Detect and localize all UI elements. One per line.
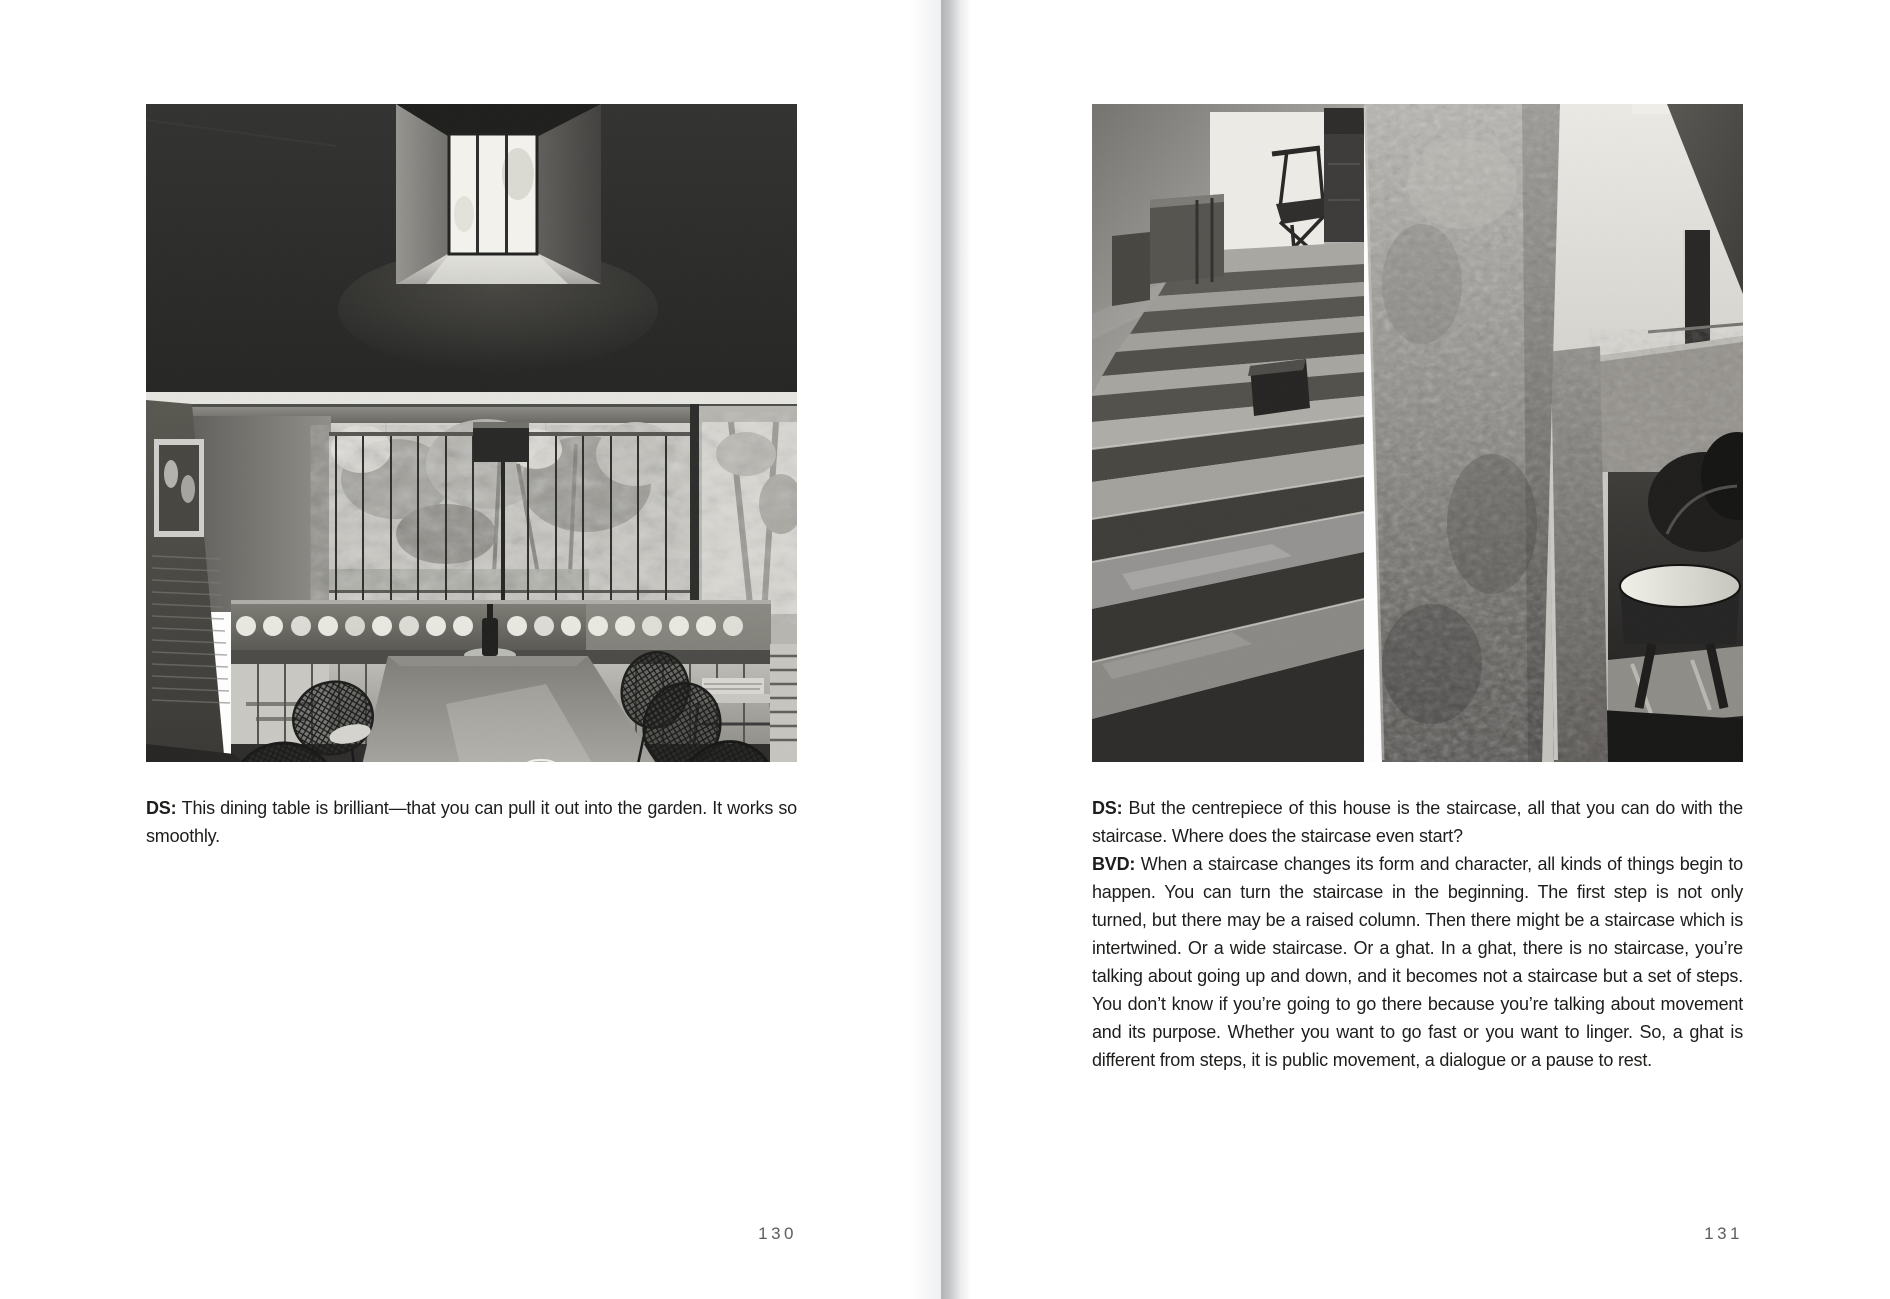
dialogue-text: But the centrepiece of this house is the staircase, all that you can do with the staircase. Where does the staircase even start? — [1092, 798, 1743, 846]
gutter-shadow-fade — [909, 0, 941, 1299]
caption-paragraph — [146, 794, 797, 850]
dialogue-right — [1092, 794, 1743, 1074]
dialogue-text: When a staircase changes its form and character, all kinds of things begin to happen. You can turn the staircase in the beginning. The first step is not only turned, but there may be a raised column. Then there might be a staircase which is intertwined. Or a wide staircase. Or a ghat. In a ghat, there is no staircase, you’re talking about going up and down, and it becomes not a staircase but a set of steps. You don’t know if you’re going to go there because you’re talking about movement and its purpose. Whether you want to go fast or you want to linger. So, a ghat is different from steps, it is public movement, a dialogue or a pause to rest. — [1092, 854, 1743, 1070]
page-number-left: 130 — [758, 1224, 797, 1243]
caption-left — [146, 794, 797, 850]
dining-room-photo-art — [146, 104, 797, 762]
right-page — [945, 0, 1890, 1299]
staircase-photo-art — [1092, 104, 1743, 762]
speaker-label: DS: — [146, 798, 177, 818]
dialogue-paragraph — [1092, 850, 1743, 1074]
dialogue-paragraph — [1092, 794, 1743, 850]
caption-text: This dining table is brilliant—that you can pull it out into the garden. It works so smoothly. — [146, 798, 797, 846]
speaker-label: BVD: — [1092, 854, 1136, 874]
dining-room-photo — [146, 104, 797, 762]
staircase-photo — [1092, 104, 1743, 762]
page-number-right: 131 — [1704, 1224, 1743, 1243]
book-gutter-shadow — [941, 0, 971, 1299]
speaker-label: DS: — [1092, 798, 1123, 818]
